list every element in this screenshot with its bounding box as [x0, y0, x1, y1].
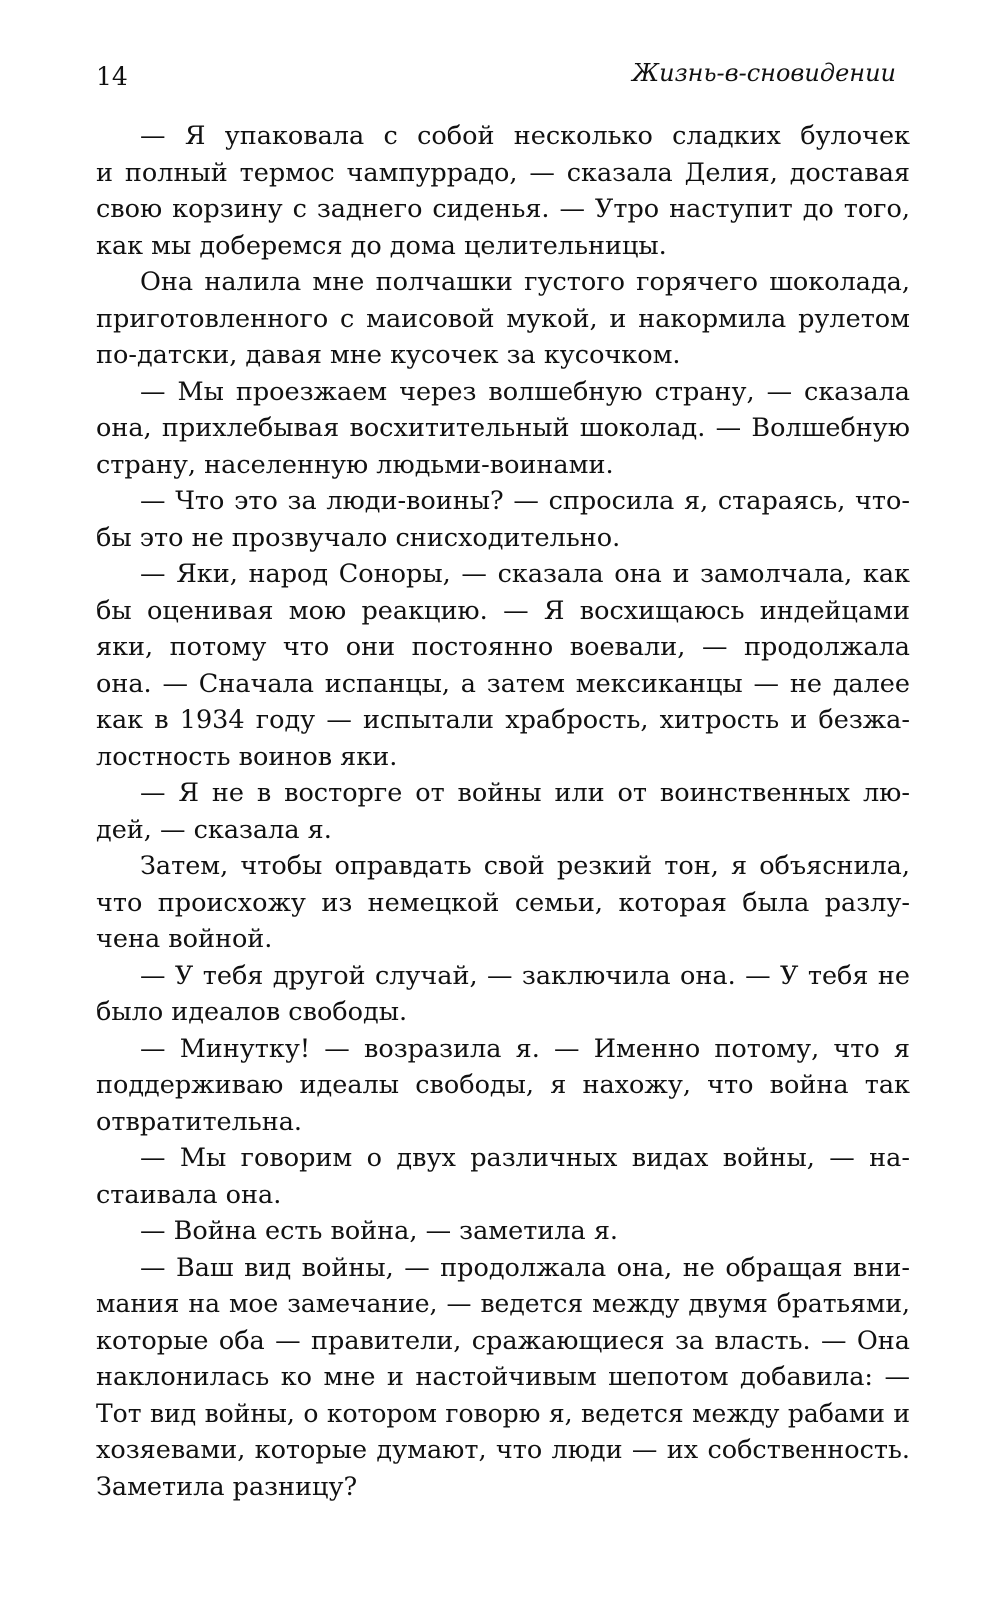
text-line: что происхожу из немецкой семьи, которая была разлу-	[96, 887, 910, 918]
text-line: бы это не прозвучало снисходительно.	[96, 522, 621, 553]
page-number: 14	[96, 62, 128, 91]
text-line: — У тебя другой случай, — заключила она. — У тебя не	[140, 960, 910, 991]
text-line: лостность воинов яки.	[96, 741, 398, 772]
text-line: — Минутку! — возразила я. — Именно потому, что я	[140, 1033, 910, 1064]
text-line: мания на мое замечание, — ведется между двумя братьями,	[96, 1289, 910, 1318]
text-line: по-датски, давая мне кусочек за кусочком.	[96, 340, 681, 370]
text-line: — Я упаковала с собой несколько сладких булочек	[140, 121, 910, 151]
text-line: и полный термос чампуррадо, — сказала Делия, доставая	[96, 157, 910, 188]
text-line: страну, населенную людьми-воинами.	[96, 449, 614, 480]
text-line: свою корзину с заднего сиденья. — Утро наступит до того,	[96, 194, 910, 224]
text-line: — Мы говорим о двух различных видах войны, — на-	[140, 1143, 910, 1173]
text-line: хозяевами, которые думают, что люди — их собственность.	[96, 1435, 910, 1465]
text-line: дей, — сказала я.	[96, 814, 332, 845]
text-line: поддерживаю идеалы свободы, я нахожу, что война так	[96, 1070, 910, 1100]
text-line: как в 1934 году — испытали храбрость, хитрость и безжа-	[96, 705, 910, 735]
text-line: чена войной.	[96, 924, 273, 954]
text-line: Она налила мне полчашки густого горячего шоколада,	[140, 267, 910, 297]
text-line: — Яки, народ Соноры, — сказала она и замолчала, как	[140, 559, 910, 589]
text-line: как мы доберемся до дома целительницы.	[96, 230, 667, 261]
running-title: Жизнь-в-сновидении	[632, 59, 896, 87]
text-line: стаивала она.	[96, 1179, 282, 1210]
text-line: бы оценивая мою реакцию. — Я восхищаюсь индейцами	[96, 595, 910, 626]
text-line: которые оба — правители, сражающиеся за власть. — Она	[96, 1325, 910, 1356]
text-line: было идеалов свободы.	[96, 997, 408, 1027]
text-line: — Что это за люди-воины? — спросила я, стараясь, что-	[140, 486, 910, 516]
text-line: — Война есть война, — заметила я.	[140, 1216, 619, 1246]
text-line: она, прихлебывая восхитительный шоколад. — Волшебную	[96, 413, 910, 443]
text-line: — Мы проезжаем через волшебную страну, — сказала	[140, 376, 910, 407]
text-line: приготовленного с маисовой мукой, и накормила рулетом	[96, 303, 910, 334]
text-line: — Я не в восторге от войны или от воинственных лю-	[140, 778, 910, 808]
text-line: яки, потому что они постоянно воевали, — продолжала	[96, 632, 910, 662]
text-line: наклонилась ко мне и настойчивым шепотом добавила: —	[96, 1362, 910, 1392]
text-line: Тот вид войны, о котором говорю я, ведется между рабами и	[96, 1398, 910, 1428]
text-line: она. — Сначала испанцы, а затем мексиканцы — не далее	[96, 668, 910, 699]
text-line: отвратительна.	[96, 1106, 303, 1137]
text-line: — Ваш вид войны, — продолжала она, не обращая вни-	[140, 1252, 910, 1283]
text-line: Заметила разницу?	[96, 1471, 358, 1502]
body-text	[96, 118, 910, 1505]
text-line: Затем, чтобы оправдать свой резкий тон, я объяснила,	[140, 851, 910, 881]
